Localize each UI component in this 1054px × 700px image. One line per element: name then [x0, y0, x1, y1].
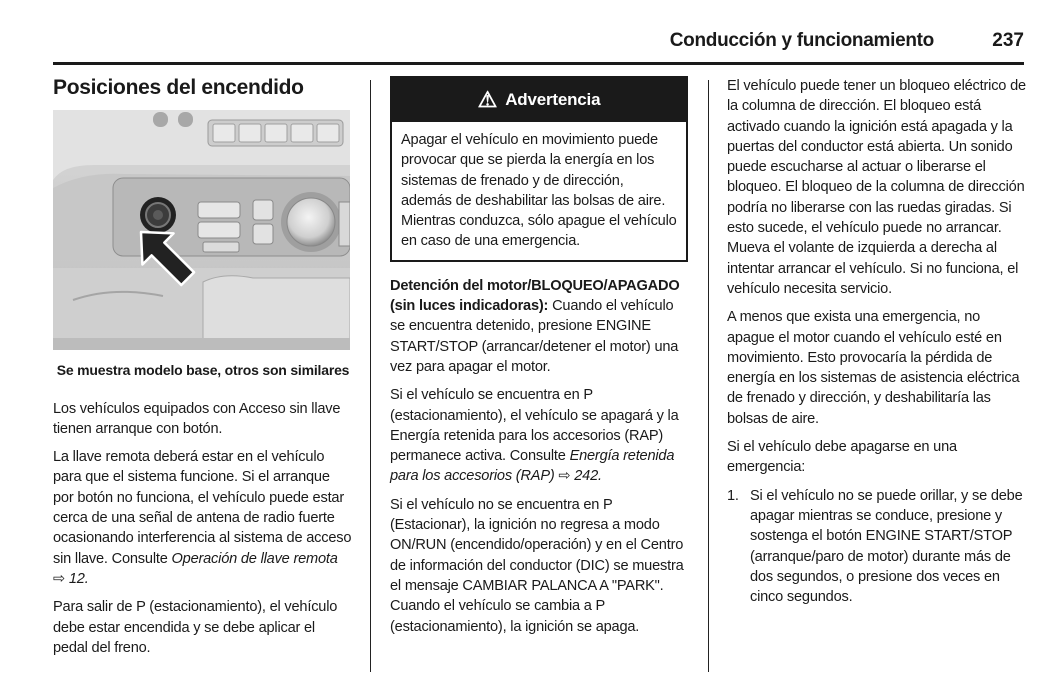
warning-text: Apagar el vehículo en movimiento puede provocar que se pierda la energía en los sistemas de frenado y de dirección, además de deshabilitar las bolsas de aire. Mientras conduzca, sólo apague el vehículo en caso de una emergencia.	[401, 132, 677, 250]
emergency-steps-list	[727, 486, 1027, 608]
column-3	[727, 76, 1027, 607]
page-header	[53, 30, 1024, 65]
paragraph-exit-park: Para salir de P (estacionamiento), el vehículo debe estar encendida y se debe aplicar el pedal del freno.	[53, 599, 338, 656]
warning-header	[392, 78, 686, 122]
photo-caption: Se muestra modelo base, otros son similares	[56, 362, 350, 379]
warning-title: Advertencia	[505, 89, 601, 109]
ref-remote-key[interactable]: Operación de llave remota	[171, 550, 338, 567]
paragraph-park-rap: Si el vehículo se encuentra en P (estacionamiento), el vehículo se apagará y la Energía retenida para los accesorios (RAP) permanece activa. Consulte Energía retenida para los accesorios (RAP) ⇨ 242.	[390, 387, 679, 485]
paragraph-remote-key: La llave remota deberá estar en el vehículo para que el sistema funcione. Si el arranque por botón no funciona, el vehículo puede estar cerca de una señal de antena de radio fuerte ocasionando interferencia al sistema de acceso sin llave. Consulte Operación de llave remota ⇨ 12.	[53, 449, 352, 587]
warning-box	[390, 76, 688, 262]
arrow-ref-icon: ⇨	[53, 570, 66, 587]
column-2	[390, 76, 690, 645]
list-item: 1. Si el vehículo no se puede orillar, y se debe apagar mientras se conduce, presione y sostenga el botón ENGINE START/STOP (arranque/paro de motor) durante más de dos segundos, o presione dos veces en cinco segundos.	[727, 487, 1023, 606]
paragraph-emergency-intro: Si el vehículo debe apagarse en una emergencia:	[727, 439, 957, 476]
ref-page-12[interactable]: 12.	[68, 570, 89, 587]
warning-triangle-icon: ⚠	[477, 87, 498, 112]
paragraph-not-in-park: Si el vehículo no se encuentra en P (Estacionar), la ignición no regresa a modo ON/RUN (encendido/operación) y en el Centro de información del conductor (DIC) se muestra el mensaje CAMBIAR PALANCA A "PARK". Cuando el vehículo se cambia a P (estacionamiento), la ignición se apaga.	[390, 496, 684, 635]
section-title: Conducción y funcionamiento	[669, 30, 934, 51]
column-divider-2	[708, 80, 709, 672]
ref-rap[interactable]: Energía retenida para los accesorios (RAP)	[390, 448, 675, 485]
arrow-ref-icon: ⇨	[558, 468, 571, 485]
paragraph-engine-stop: Detención del motor/BLOQUEO/APAGADO (sin luces indicadoras): Cuando el vehículo se encuentra detenido, presione ENGINE START/STOP (arrancar/detener el motor) una vez para apagar el motor.	[390, 277, 680, 375]
page-number: 237	[992, 30, 1024, 51]
heading-ignition-positions: Posiciones del encendido	[53, 76, 304, 99]
column-divider-1	[370, 80, 371, 672]
paragraph-keyless: Los vehículos equipados con Acceso sin llave tienen arranque con botón.	[53, 400, 341, 437]
ref-page-242[interactable]: 242.	[574, 468, 602, 485]
paragraph-steering-lock: El vehículo puede tener un bloqueo eléctrico de la columna de dirección. El bloqueo está activado cuando la ignición está apagada y la puertas del conductor está abierta. Un sonido puede escucharse al actuar o liberarse el bloqueo. El bloqueo de la columna de dirección podría no liberarse con las ruedas giradas. Si esto sucede, el vehículo puede no arrancar. Mueva el volante de izquierda a derecha al intentar arrancar el vehículo. Si no funciona, el vehículo necesita servicio.	[727, 78, 1026, 297]
dashboard-photo	[53, 110, 350, 350]
engine-stop-label: Detención del motor/BLOQUEO/APAGADO (sin luces indicadoras):	[390, 277, 680, 315]
paragraph-emergency-warning: A menos que exista una emergencia, no apague el motor cuando el vehículo esté en movimiento. Esto provocaría la pérdida de energía en los sistemas de asistencia eléctrica de frenado y dirección, y deshabilitaría las bolsas de aire.	[727, 309, 1020, 427]
column-1	[53, 76, 353, 666]
dashboard-illustration	[53, 110, 350, 350]
